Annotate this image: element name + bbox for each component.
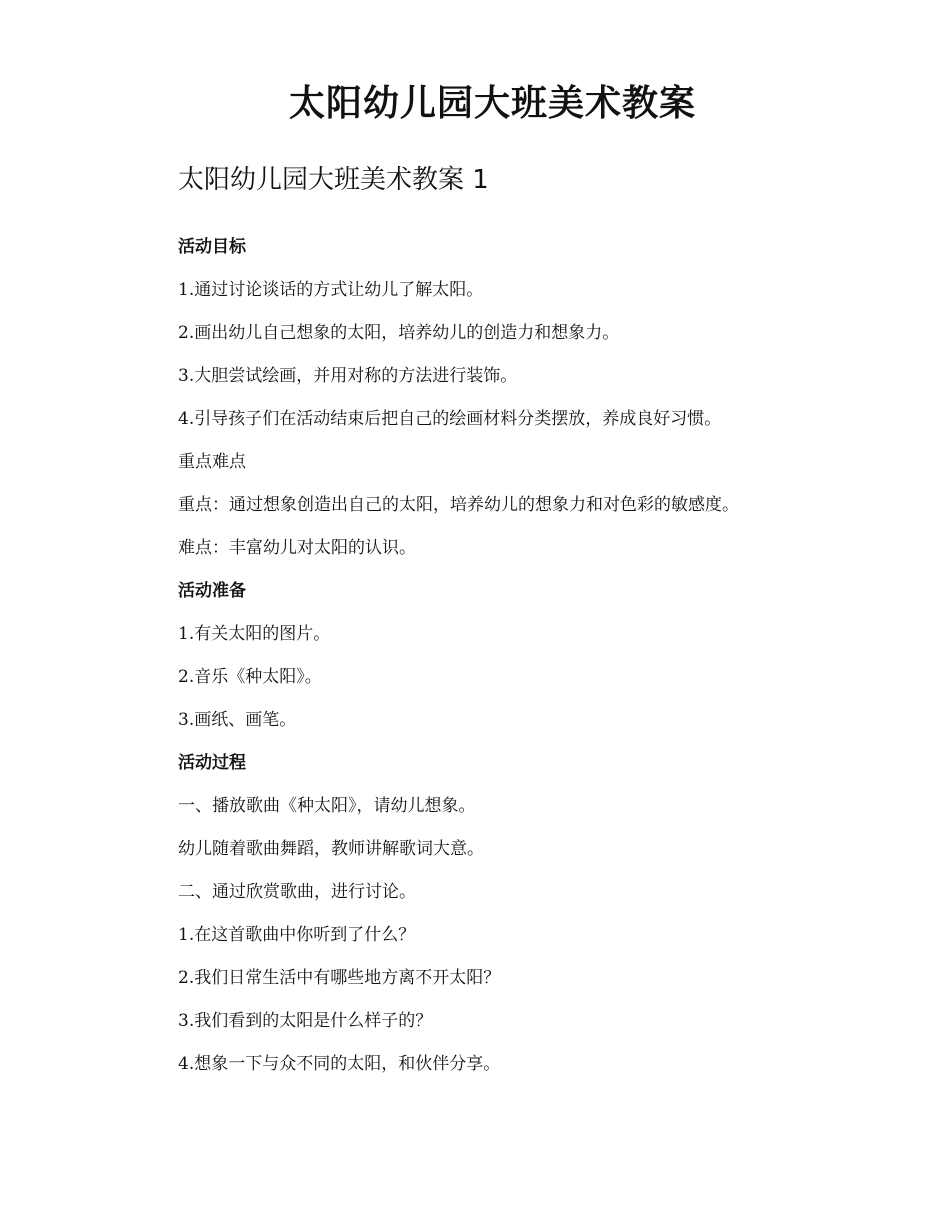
paragraph-line: 2.音乐《种太阳》。 [178, 667, 322, 687]
paragraph-line: 重点：通过想象创造出自己的太阳，培养幼儿的想象力和对色彩的敏感度。 [178, 495, 739, 515]
paragraph-line: 幼儿随着歌曲舞蹈，教师讲解歌词大意。 [178, 839, 484, 859]
section-title: 太阳幼儿园大班美术教案 1 [178, 165, 489, 195]
paragraph-line: 2.我们日常生活中有哪些地方离不开太阳？ [178, 968, 501, 988]
paragraph-line: 3.画纸、画笔。 [178, 710, 297, 730]
paragraph-line: 一、播放歌曲《种太阳》，请幼儿想象。 [178, 796, 476, 816]
section-heading: 活动过程 [178, 753, 246, 773]
document-title: 太阳幼儿园大班美术教案 [288, 83, 696, 124]
paragraph-line: 4.想象一下与众不同的太阳，和伙伴分享。 [178, 1054, 501, 1074]
paragraph-line: 重点难点 [178, 452, 246, 472]
paragraph-line: 4.引导孩子们在活动结束后把自己的绘画材料分类摆放，养成良好习惯。 [178, 409, 722, 429]
document-body [178, 226, 878, 1086]
paragraph-line: 1.在这首歌曲中你听到了什么？ [178, 925, 416, 945]
paragraph-line: 3.大胆尝试绘画，并用对称的方法进行装饰。 [178, 366, 518, 386]
paragraph-line: 二、通过欣赏歌曲，进行讨论。 [178, 882, 416, 902]
paragraph-line: 3.我们看到的太阳是什么样子的？ [178, 1011, 433, 1031]
paragraph-line: 2.画出幼儿自己想象的太阳，培养幼儿的创造力和想象力。 [178, 323, 620, 343]
paragraph-line: 1.有关太阳的图片。 [178, 624, 331, 644]
paragraph-line: 1.通过讨论谈话的方式让幼儿了解太阳。 [178, 280, 484, 300]
section-heading: 活动准备 [178, 581, 246, 601]
section-heading: 活动目标 [178, 237, 246, 257]
paragraph-line: 难点：丰富幼儿对太阳的认识。 [178, 538, 416, 558]
